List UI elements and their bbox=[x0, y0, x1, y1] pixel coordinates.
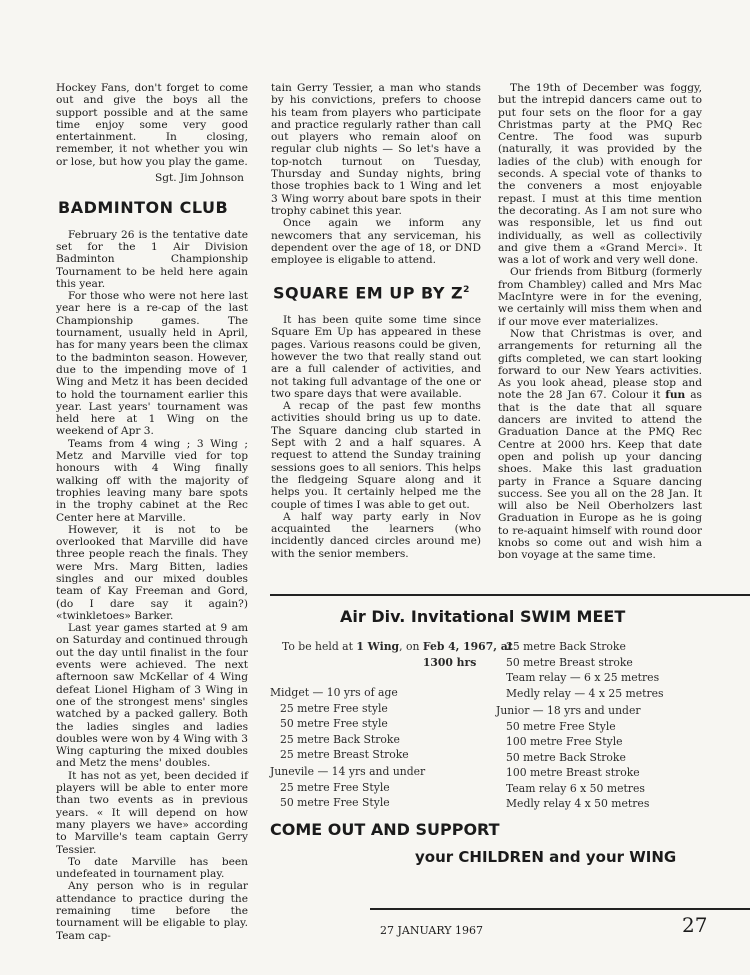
location-text: 1 Wing bbox=[356, 640, 400, 653]
event-item: Medly relay — 4 x 25 metres bbox=[506, 686, 664, 700]
footer-rule bbox=[370, 908, 750, 910]
event-item: 25 metre Back Stroke bbox=[280, 732, 400, 746]
text-run: as that is the date that all square dancers are invited to attend the Graduation Dance at the PMQ Rec Centre at 2000 hrs. Keep that date open and polish up your dancing shoes. Make this last graduation party in France a Square dancing success. See you all on the 28 Jan. It will also be Neil Oberholzers last Graduation in Europe as he is going to re-aquaint himself with round door knobs so come out and wish him a bon voyage at the same time. bbox=[498, 389, 702, 562]
event-item: Team relay — 6 x 25 metres bbox=[506, 671, 660, 684]
date-text: Feb 4, 1967, at 1300 hrs bbox=[422, 640, 513, 669]
event-item: 50 metre Free Style bbox=[506, 719, 616, 733]
paragraph: Once again we inform any newcomers that any serviceman, his dependent over the age of 18, or DND employee is eligable to attend. bbox=[271, 217, 481, 267]
paragraph: A half way party early in Nov acquainted the learners (who incidently danced circles around me) with the senior members. bbox=[271, 510, 481, 560]
badminton-club-heading: BADMINTON CLUB bbox=[58, 198, 229, 218]
paragraph: February 26 is the tentative date set for the 1 Air Division Badminton Championship Tournament to be held here again this year. bbox=[56, 228, 248, 290]
junevile-group bbox=[270, 764, 425, 811]
event-item: Team relay 6 x 50 metres bbox=[506, 781, 645, 795]
hockey-closing-paragraph: Hockey Fans, don't forget to come out and give the boys all the support possible and at the same time enjoy some very good entertainment. In closing, remember, it not whether you win or lose, but how you play the game. bbox=[56, 82, 248, 168]
section-divider bbox=[270, 594, 750, 596]
paragraph: tain Gerry Tessier, a man who stands by his convictions, prefers to choose his team from players who participate and practice regularly rather than call out players who remain aloof on regular club nights — So let's have a top-notch turnout on Tuesday, Thursday and Sunday nights, bring those trophies back to 1 Wing and let 3 Wing worry about bare spots in their trophy cabinet this year. bbox=[271, 82, 481, 217]
issue-date: 27 JANUARY 1967 bbox=[380, 924, 484, 937]
author-signature: Sgt. Jim Johnson bbox=[155, 172, 244, 185]
swim-meet-title: Air Div. Invitational SWIM MEET bbox=[340, 607, 626, 626]
event-item: 100 metre Breast stroke bbox=[506, 766, 640, 779]
support-banner-line-1: COME OUT AND SUPPORT bbox=[270, 820, 500, 839]
paragraph: To date Marville has been undefeated in tournament play. bbox=[56, 855, 248, 881]
text-run: To be held at bbox=[282, 640, 353, 653]
paragraph: It has been quite some time since Square Em Up has appeared in these pages. Various reasons could be given, however the two that really stand out are a full calender of activities, and not taking full advantage of the one or two spare days that were available. bbox=[271, 314, 481, 400]
paragraph: Last year games started at 9 am on Saturday and continued through out the day until finalist in the four events were achieved. The next afternoon saw McKellar of 4 Wing defeat Lionel Higham of 3 Wing in one of the strongest mens' singles watched by a packed gallery. Both the ladies singles and ladies doubles were won by 4 Wing with 3 Wing capturing the mixed doubles and Metz the mens' doubles. bbox=[56, 622, 248, 770]
swim-intro bbox=[282, 639, 523, 670]
event-item: 25 metre Back Stroke bbox=[506, 640, 626, 653]
paragraph: A recap of the past few months activities should bring us up to date. The Square dancing club started in Sept with 2 and a half squares. A request to attend the Sunday training sessions goes to all seniors. This helps the fledgeing Square along and it helps you. It certainly helped me the couple of times I was able to get out. bbox=[271, 400, 481, 511]
text-run: , on bbox=[399, 640, 420, 653]
event-item: 25 metre Free style bbox=[280, 701, 388, 715]
junior-group bbox=[496, 703, 649, 812]
event-item: 25 metre Breast Stroke bbox=[280, 748, 409, 761]
age-group-label: Junevile — 14 yrs and under bbox=[270, 765, 426, 778]
heading-text: SQUARE EM UP BY Z bbox=[273, 283, 464, 303]
page-number: 27 bbox=[682, 913, 708, 937]
column-left bbox=[56, 82, 248, 942]
text-run: Now that Christmas is over, and arrangements for returning all the gifts completed, we can start looking forward to our New Years activities. As you look ahead, please stop and note the 28 Jan 67. Colour it bbox=[498, 327, 702, 402]
column-middle bbox=[271, 82, 481, 560]
paragraph: Teams from 4 wing ; 3 Wing ; Metz and Marville vied for top honours with 4 Wing finally walking off with the majority of trophies leaving many bare spots in the trophy cabinet at the Rec Center here at Marville. bbox=[56, 437, 248, 524]
age-group-label: Midget — 10 yrs of age bbox=[270, 686, 398, 699]
event-item: 50 metre Back Stroke bbox=[506, 750, 626, 764]
paragraph: The 19th of December was foggy, but the intrepid dancers came out to put four sets on the floor for a gay Christmas party at the PMQ Rec Centre. The food was supurb (naturally, it was provided by the ladies of the club) with enough for seconds. A special vote of thanks to the conveners a most enjoyable repast. I must at this time mention the decorating. As I am not sure who was responsible, let us find out individually, as well as collectivily and give them a «Grand Merci». It was a lot of work and very well done. bbox=[498, 82, 702, 267]
heading-superscript: 2 bbox=[463, 285, 470, 296]
intro-line-1 bbox=[282, 639, 523, 670]
square-em-up-heading bbox=[273, 283, 481, 303]
age-group-label: Junior — 18 yrs and under bbox=[496, 704, 641, 717]
paragraph: For those who were not here last year here is a re-cap of the last Championship games. The tournament, usually held in April, has for many years been the climax to the badminton season. However, due to the impending move of 1 Wing and Metz it has been decided to hold the tournament earlier this year. Last years' tournament was held here at 1 Wing on the weekend of Apr 3. bbox=[56, 290, 248, 438]
paragraph: However, it is not to be overlooked that Marville did have three people reach the finals. They were Mrs. Marg Bitten, ladies singles and our mixed doubles team of Kay Freeman and Gord, (do I dare say it again?) «twinkletoes» Barker. bbox=[56, 523, 248, 622]
event-item: 50 metre Breast stroke bbox=[506, 655, 633, 669]
event-item: Medly relay 4 x 50 metres bbox=[506, 797, 650, 810]
column-right bbox=[498, 82, 702, 562]
paragraph: Any person who is in regular attendance to practice during the remaining time before the tournament will be eligable to play. Team cap- bbox=[56, 880, 248, 942]
event-item: 50 metre Free style bbox=[280, 717, 388, 730]
event-item: 25 metre Free Style bbox=[280, 780, 390, 794]
paragraph: Our friends from Bitburg (formerly from Chambley) called and Mrs Mac MacIntyre were in for the evening, we certainly will miss them when and if our move ever materializes. bbox=[498, 266, 702, 328]
event-item: 100 metre Free Style bbox=[506, 735, 623, 748]
event-item: 50 metre Free Style bbox=[280, 796, 390, 809]
junevile-continued bbox=[506, 639, 664, 701]
paragraph bbox=[498, 328, 702, 562]
paragraph: It has not as yet, been decided if players will be able to enter more than two events as in previous years. « It will depend on how many players we have» according to Marville's team captain Gerry Tessier. bbox=[56, 769, 248, 856]
midget-group bbox=[270, 685, 409, 763]
support-banner-line-2: your CHILDREN and your WING bbox=[415, 848, 677, 866]
emphasis-text: fun bbox=[665, 389, 686, 402]
